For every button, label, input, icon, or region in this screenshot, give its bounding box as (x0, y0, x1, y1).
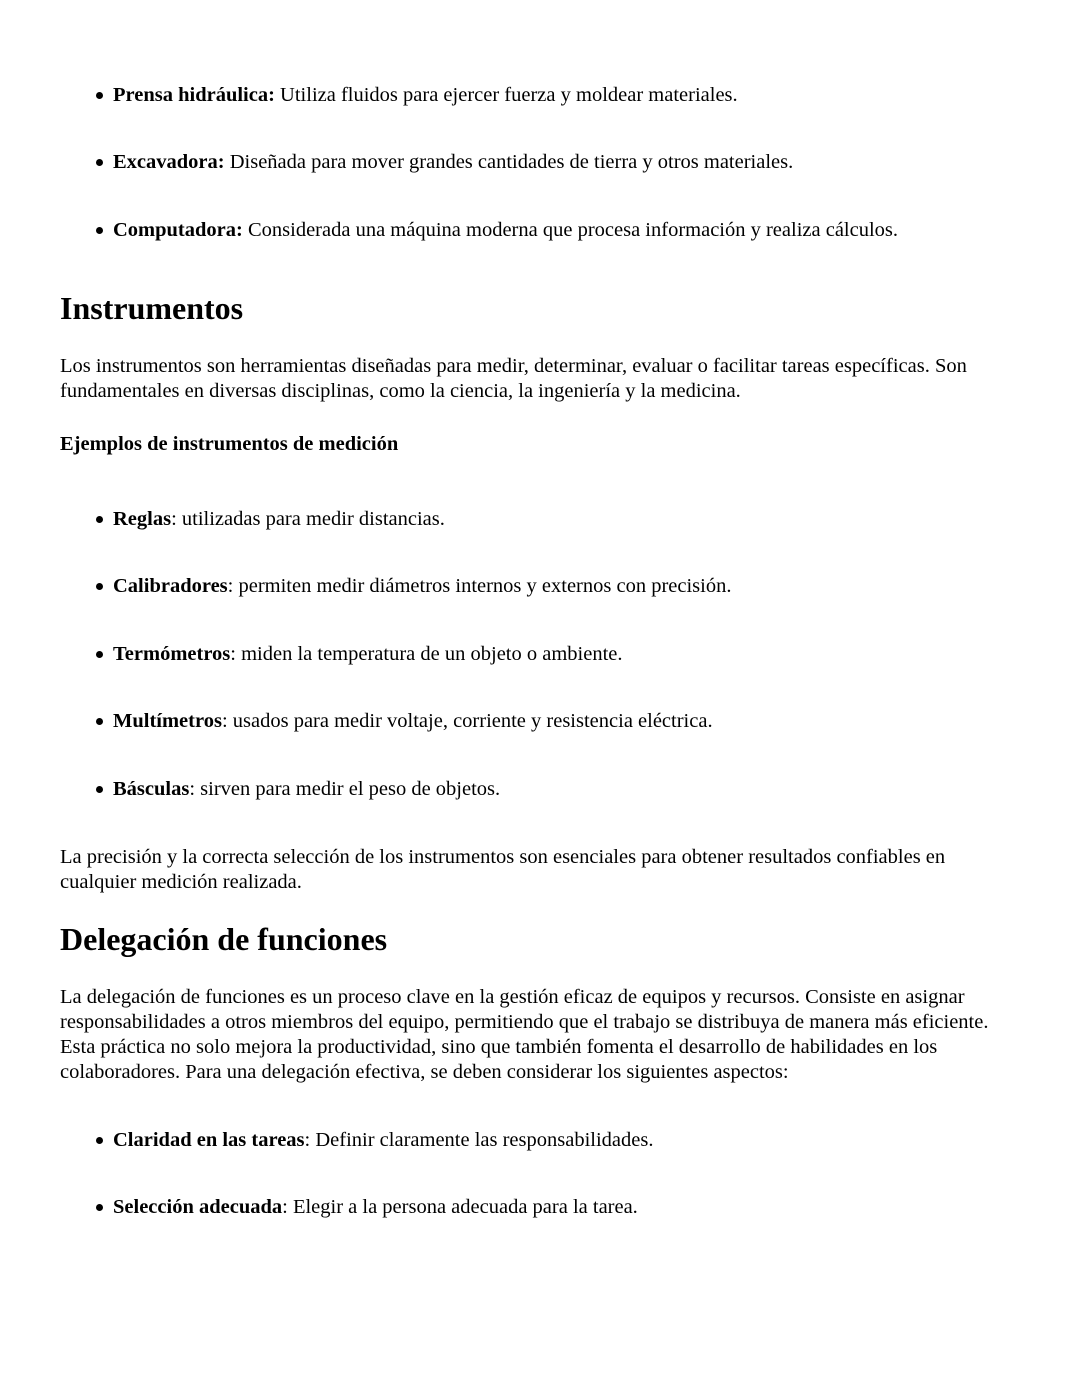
section-heading: Instrumentos (60, 290, 244, 326)
paragraph: Los instrumentos son herramientas diseñadas para medir, determinar, evaluar o facilitar tareas específicas. Son fundamentales en diversas disciplinas, como la ciencia, la ingeniería y la medicina. (60, 355, 967, 402)
item-desc: Diseñada para mover grandes cantidades de tierra y otros materiales. (224, 151, 794, 173)
item-desc: Considerada una máquina moderna que procesa información y realiza cálculos. (242, 219, 899, 241)
item-term: Prensa hidráulica: (113, 84, 275, 106)
item-desc: : utilizadas para medir distancias. (171, 508, 445, 530)
section-heading: Delegación de funciones (60, 921, 388, 957)
paragraph: La delegación de funciones es un proceso clave en la gestión eficaz de equipos y recursos. Consiste en asignar responsabilidades a otros miembros del equipo, permitiendo que el trabajo se distribuya de manera más eficiente. Esta práctica no solo mejora la productividad, sino que también fomenta el desarrollo de habilidades en los colaboradores. Para una delegación efectiva, se deben considerar los siguientes aspectos: (60, 986, 989, 1083)
list-item (113, 1195, 1040, 1220)
item-desc: : sirven para medir el peso de objetos. (189, 778, 501, 800)
item-desc: : usados para medir voltaje, corriente y resistencia eléctrica. (221, 710, 713, 732)
list-item (113, 1128, 1040, 1153)
subheading: Ejemplos de instrumentos de medición (60, 433, 399, 455)
item-desc: : Definir claramente las responsabilidades. (304, 1129, 654, 1151)
item-desc: : miden la temperatura de un objeto o ambiente. (230, 643, 623, 665)
item-term: Computadora: (113, 219, 243, 241)
list-item (113, 709, 1040, 734)
item-term: Claridad en las tareas (113, 1129, 305, 1151)
item-desc: : permiten medir diámetros internos y externos con precisión. (227, 575, 732, 597)
list-item (113, 150, 1040, 175)
item-term: Selección adecuada (113, 1196, 283, 1218)
item-term: Básculas (113, 778, 190, 800)
list-item (113, 218, 1040, 243)
item-term: Excavadora: (113, 151, 225, 173)
item-term: Termómetros (113, 643, 231, 665)
list-item (113, 507, 1040, 532)
list-item (113, 777, 1040, 802)
list-item (113, 83, 1040, 108)
item-desc: : Elegir a la persona adecuada para la tarea. (282, 1196, 638, 1218)
list-item (113, 574, 1040, 599)
paragraph: La precisión y la correcta selección de los instrumentos son esenciales para obtener resultados confiables en cualquier medición realizada. (60, 846, 946, 893)
item-desc: Utiliza fluidos para ejercer fuerza y moldear materiales. (274, 84, 738, 106)
item-term: Calibradores (113, 575, 228, 597)
list-item (113, 642, 1040, 667)
item-term: Reglas (113, 508, 172, 530)
item-term: Multímetros (113, 710, 222, 732)
